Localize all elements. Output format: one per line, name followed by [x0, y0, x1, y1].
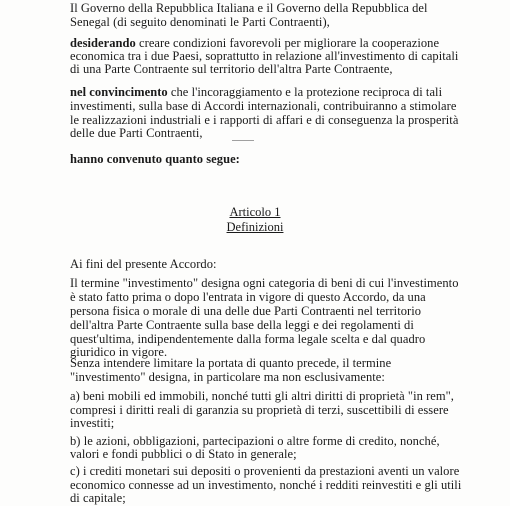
- preamble-desiring-line-1: [70, 36, 439, 50]
- preamble-convinced-line-1: [70, 85, 442, 99]
- text: Il Governo della Repubblica Italiana e il Governo della Repubblica del: [70, 1, 428, 15]
- definition-line-4: dell'altra Parte Contraente sulla base della leggi e dei regolamenti di: [70, 318, 414, 332]
- definition-line-5: quest'ultima, indipendentemente dalla forma legale scelta e dal quadro: [70, 332, 426, 346]
- item-a-line-2: compresi i diritti reali di garanzia su proprietà di terzi, suscettibili di essere: [70, 403, 449, 417]
- without-limiting-line-2: "investimento" designa, in particolare ma non esclusivamente:: [70, 370, 385, 384]
- convinced-rest: che l'incoraggiamento e la protezione reciproca di tali: [167, 85, 443, 99]
- item-b-line-2: valori e fondi pubblici o di Stato in generale;: [70, 447, 297, 461]
- desiring-rest: creare condizioni favorevoli per migliorare la cooperazione: [135, 36, 440, 50]
- preamble-convinced-line-2: investimenti, sulla base di Accordi internazionali, contribuiranno a stimolare: [70, 99, 457, 113]
- article-number: Articolo 1: [229, 205, 281, 219]
- preamble-parties-line-2: Senegal (di seguito denominati le Parti Contraenti),: [70, 15, 330, 29]
- item-c-line-3: di capitale;: [70, 491, 126, 505]
- body-intro: Ai fini del presente Accordo:: [70, 257, 217, 271]
- definition-line-1: Il termine "investimento" designa ogni categoria di beni di cui l'investimento: [70, 276, 459, 290]
- preamble-agreed: hanno convenuto quanto segue:: [70, 152, 240, 166]
- preamble-desiring-line-3: di una Parte Contraente sul territorio dell'altra Parte Contraente,: [70, 62, 393, 76]
- item-c-line-1: c) i crediti monetari sui depositi o provenienti da prestazioni aventi un valore: [70, 464, 460, 478]
- item-b-line-1: b) le azioni, obbligazioni, partecipazioni o altre forme di credito, nonché,: [70, 434, 440, 448]
- preamble-convinced-line-3: le realizzazioni industriali e i rapporti di affari e di conseguenza la prosperità: [70, 113, 459, 127]
- convinced-keyword: nel convincimento: [70, 85, 168, 99]
- definition-line-3: persona fisica o morale di una delle due Parti Contraenti nel territorio: [70, 304, 422, 318]
- definition-line-6: giuridico in vigore.: [70, 345, 168, 359]
- item-a-line-1: a) beni mobili ed immobili, nonché tutti gli altri diritti di proprietà "in rem",: [70, 389, 454, 403]
- item-c-line-2: economico connesse ad un investimento, nonché i redditi reinvestiti e gli utili: [70, 478, 462, 492]
- article-title: Definizioni: [226, 220, 284, 234]
- without-limiting-line-1: Senza intendere limitare la portata di quanto precede, il termine: [70, 356, 392, 370]
- preamble-parties-line-1: [70, 1, 435, 15]
- item-a-line-3: investiti;: [70, 416, 115, 430]
- preamble-desiring-line-2: economica tra i due Paesi, soprattutto in relazione all'investimento di capitali: [70, 49, 459, 63]
- preamble-convinced-line-4: delle due Parti Contraenti,: [70, 126, 203, 140]
- scan-mark: [232, 140, 254, 141]
- desiring-keyword: desiderando: [70, 36, 136, 50]
- definition-line-2: è stato fatto prima o dopo l'entrata in vigore di questo Accordo, da una: [70, 290, 426, 304]
